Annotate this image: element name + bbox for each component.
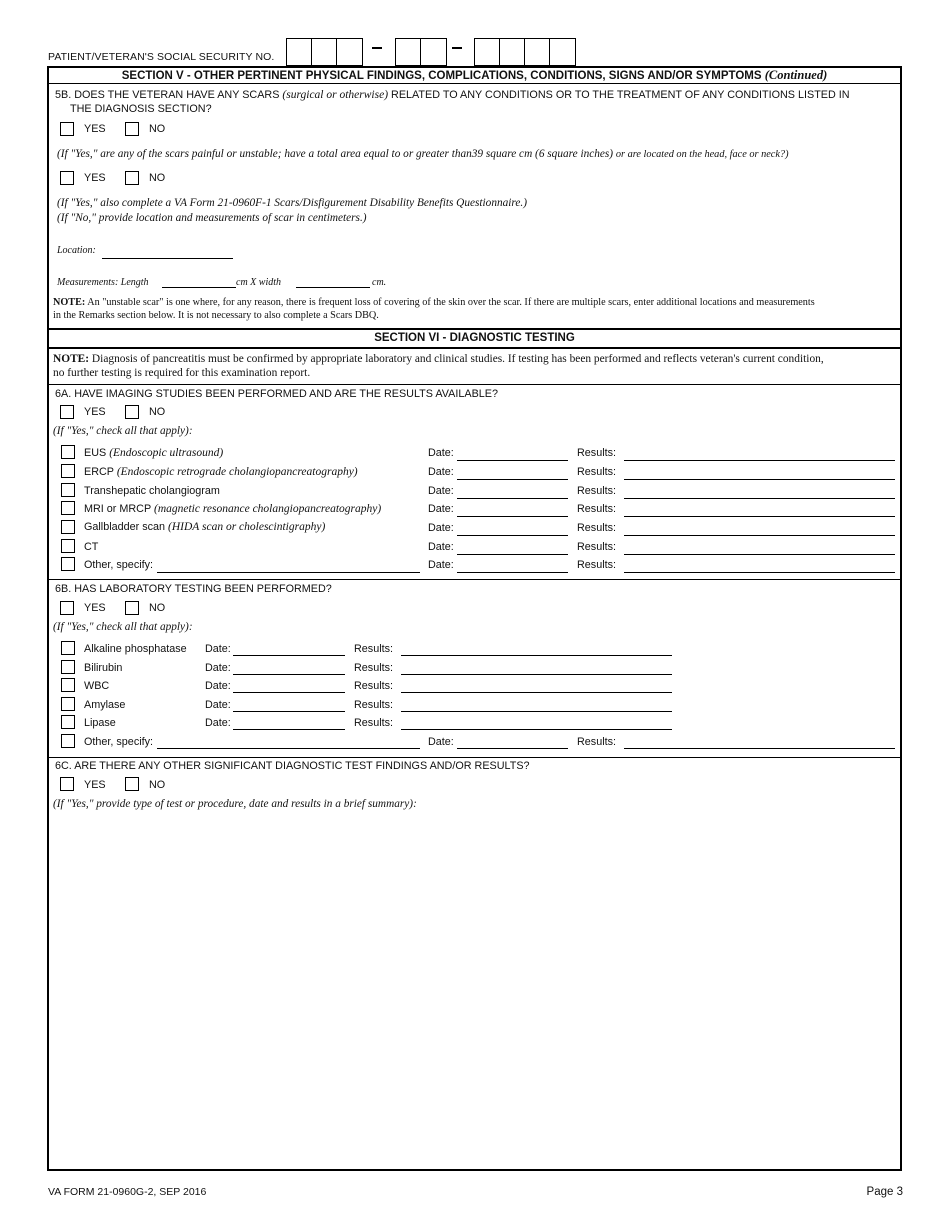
date-label: Date: [205, 662, 231, 674]
imaging-other-specify-input[interactable] [157, 572, 420, 573]
ercp-checkbox[interactable] [61, 464, 75, 478]
ct-checkbox[interactable] [61, 539, 75, 553]
check-all-label: (If "Yes," check all that apply): [53, 425, 193, 437]
imaging-ercp-label: ERCP (Endoscopic retrograde cholangiopancreatography) [84, 466, 358, 478]
no-label: NO [149, 172, 166, 184]
results-label: Results: [354, 699, 394, 711]
ssn-digit-box[interactable] [396, 39, 421, 65]
bilirubin-results-input[interactable] [401, 674, 672, 675]
no-label: NO [149, 123, 166, 135]
bilirubin-checkbox[interactable] [61, 660, 75, 674]
no-label: NO [149, 779, 166, 791]
width-input[interactable] [296, 287, 370, 288]
date-label: Date: [205, 717, 231, 729]
results-label: Results: [577, 503, 617, 515]
imaging-gallbladder-label: Gallbladder scan (HIDA scan or cholescintigraphy) [84, 521, 326, 533]
transhepatic-checkbox[interactable] [61, 483, 75, 497]
transhepatic-results-input[interactable] [624, 498, 895, 499]
alkaline-phosphatase-date-input[interactable] [233, 655, 345, 656]
date-label: Date: [205, 699, 231, 711]
date-label: Date: [428, 559, 454, 571]
location-input[interactable] [102, 258, 233, 259]
yes-label: YES [84, 602, 106, 614]
imaging-other-checkbox[interactable] [61, 557, 75, 571]
gallbladder-results-input[interactable] [624, 535, 895, 536]
ercp-date-input[interactable] [457, 479, 568, 480]
wbc-date-input[interactable] [233, 692, 345, 693]
date-label: Date: [428, 503, 454, 515]
lab-other-specify-input[interactable] [157, 748, 420, 749]
measurements-label: Measurements: Length [57, 277, 149, 288]
length-input[interactable] [162, 287, 236, 288]
yes-label: YES [84, 779, 106, 791]
imaging-other-label: Other, specify: [84, 559, 154, 571]
location-label: Location: [57, 245, 96, 256]
imaging-transhepatic-label: Transhepatic cholangiogram [84, 485, 220, 497]
results-label: Results: [577, 466, 617, 478]
q6a-no-checkbox[interactable] [125, 405, 139, 419]
lab-other-checkbox[interactable] [61, 734, 75, 748]
form-id: VA FORM 21-0960G-2, SEP 2016 [48, 1186, 207, 1198]
alkaline-phosphatase-results-input[interactable] [401, 655, 672, 656]
ssn-field-part3[interactable] [474, 38, 576, 66]
ssn-digit-box[interactable] [337, 39, 362, 65]
eus-checkbox[interactable] [61, 445, 75, 459]
bilirubin-date-input[interactable] [233, 674, 345, 675]
date-label: Date: [205, 643, 231, 655]
lab-other-results-input[interactable] [624, 748, 895, 749]
divider [48, 328, 901, 330]
imaging-ct-label: CT [84, 541, 99, 553]
date-label: Date: [428, 522, 454, 534]
page-number: Page 3 [866, 1186, 903, 1198]
ssn-label: PATIENT/VETERAN'S SOCIAL SECURITY NO. [48, 51, 275, 63]
scar-note: NOTE: An "unstable scar" is one where, for any reason, there is frequent loss of covering of the skin over the scar. If there are multiple scars, enter additional locations and measurements in the Remarks section below. It is not necessary to also complete a Scars DBQ. [53, 297, 815, 321]
results-label: Results: [577, 447, 617, 459]
date-label: Date: [428, 736, 454, 748]
q6b-yes-checkbox[interactable] [60, 601, 74, 615]
results-label: Results: [577, 736, 617, 748]
q5b-yes-checkbox[interactable] [60, 122, 74, 136]
ssn-field-part1[interactable] [286, 38, 363, 66]
yes-label: YES [84, 123, 106, 135]
ct-results-input[interactable] [624, 554, 895, 555]
yes-label: YES [84, 172, 106, 184]
lab-wbc-label: WBC [84, 680, 110, 692]
section-6-title: SECTION VI - DIAGNOSTIC TESTING [374, 332, 575, 344]
results-label: Results: [354, 643, 394, 655]
divider [48, 579, 901, 580]
lab-bilirubin-label: Bilirubin [84, 662, 123, 674]
lab-amylase-label: Amylase [84, 699, 126, 711]
divider [48, 384, 901, 385]
eus-date-input[interactable] [457, 460, 568, 461]
lab-other-label: Other, specify: [84, 736, 154, 748]
scar-followup-3: (If "No," provide location and measurements of scar in centimeters.) [57, 212, 367, 224]
q6a-yes-checkbox[interactable] [60, 405, 74, 419]
check-all-label: (If "Yes," check all that apply): [53, 621, 193, 633]
ssn-dash [452, 47, 462, 49]
mri-date-input[interactable] [457, 516, 568, 517]
ssn-digit-box[interactable] [287, 39, 312, 65]
imaging-other-date-input[interactable] [457, 572, 568, 573]
results-label: Results: [354, 680, 394, 692]
results-label: Results: [354, 662, 394, 674]
imaging-other-results-input[interactable] [624, 572, 895, 573]
yes-label: YES [84, 406, 106, 418]
mri-results-input[interactable] [624, 516, 895, 517]
transhepatic-date-input[interactable] [457, 498, 568, 499]
results-label: Results: [354, 717, 394, 729]
question-6c: 6C. ARE THERE ANY OTHER SIGNIFICANT DIAGNOSTIC TEST FINDINGS AND/OR RESULTS? [55, 760, 530, 772]
section-5-title: SECTION V - OTHER PERTINENT PHYSICAL FINDINGS, COMPLICATIONS, CONDITIONS, SIGNS AND/OR SYMPTOMS (Continued) [121, 68, 828, 82]
amylase-results-input[interactable] [401, 711, 672, 712]
date-label: Date: [428, 466, 454, 478]
ssn-digit-box[interactable] [421, 39, 446, 65]
eus-results-input[interactable] [624, 460, 895, 461]
q5b-no-checkbox[interactable] [125, 122, 139, 136]
results-label: Results: [577, 541, 617, 553]
ssn-dash [372, 47, 382, 49]
mri-checkbox[interactable] [61, 501, 75, 515]
results-label: Results: [577, 559, 617, 571]
wbc-results-input[interactable] [401, 692, 672, 693]
imaging-eus-label: EUS (Endoscopic ultrasound) [84, 447, 224, 459]
no-label: NO [149, 406, 166, 418]
results-label: Results: [577, 522, 617, 534]
q6b-no-checkbox[interactable] [125, 601, 139, 615]
cm-label: cm. [372, 277, 387, 288]
ssn-digit-box[interactable] [475, 39, 500, 65]
imaging-mri-label: MRI or MRCP (magnetic resonance cholangiopancreatography) [84, 503, 382, 515]
no-label: NO [149, 602, 166, 614]
date-label: Date: [428, 541, 454, 553]
ct-date-input[interactable] [457, 554, 568, 555]
ssn-digit-box[interactable] [500, 39, 525, 65]
q6c-summary-textarea[interactable] [52, 815, 897, 1167]
ssn-digit-box[interactable] [550, 39, 575, 65]
ercp-results-input[interactable] [624, 479, 895, 480]
amylase-date-input[interactable] [233, 711, 345, 712]
date-label: Date: [428, 447, 454, 459]
lab-alkaline-phosphatase-label: Alkaline phosphatase [84, 643, 187, 655]
ssn-digit-box[interactable] [525, 39, 550, 65]
divider [48, 757, 901, 758]
cm-x-width-label: cm X width [236, 277, 281, 288]
q6c-no-checkbox[interactable] [125, 777, 139, 791]
q6c-followup-label: (If "Yes," provide type of test or procedure, date and results in a brief summary): [53, 798, 417, 810]
lipase-date-input[interactable] [233, 729, 345, 730]
scar-painful-no-checkbox[interactable] [125, 171, 139, 185]
gallbladder-checkbox[interactable] [61, 520, 75, 534]
question-5b-line2: THE DIAGNOSIS SECTION? [70, 103, 212, 115]
ssn-digit-box[interactable] [312, 39, 337, 65]
question-5b: 5B. DOES THE VETERAN HAVE ANY SCARS (surgical or otherwise) RELATED TO ANY CONDITIONS OR TO THE TREATMENT OF ANY CONDITIONS LISTED IN [55, 89, 850, 101]
scar-followup-2: (If "Yes," also complete a VA Form 21-0960F-1 Scars/Disfigurement Disability Benefits Questionnaire.) [57, 197, 527, 209]
gallbladder-date-input[interactable] [457, 535, 568, 536]
ssn-field-part2[interactable] [395, 38, 447, 66]
wbc-checkbox[interactable] [61, 678, 75, 692]
results-label: Results: [577, 485, 617, 497]
date-label: Date: [205, 680, 231, 692]
question-6a: 6A. HAVE IMAGING STUDIES BEEN PERFORMED AND ARE THE RESULTS AVAILABLE? [55, 388, 498, 400]
lipase-checkbox[interactable] [61, 715, 75, 729]
lab-lipase-label: Lipase [84, 717, 116, 729]
divider [48, 347, 901, 349]
alkaline-phosphatase-checkbox[interactable] [61, 641, 75, 655]
lipase-results-input[interactable] [401, 729, 672, 730]
date-label: Date: [428, 485, 454, 497]
question-6b: 6B. HAS LABORATORY TESTING BEEN PERFORMED? [55, 583, 332, 595]
scar-painful-yes-checkbox[interactable] [60, 171, 74, 185]
lab-other-date-input[interactable] [457, 748, 568, 749]
divider [48, 83, 901, 84]
scar-followup-1: (If "Yes," are any of the scars painful or unstable; have a total area equal to or greater than39 square cm (6 square inches) or are located on the head, face or neck?) [57, 148, 789, 160]
amylase-checkbox[interactable] [61, 697, 75, 711]
pancreatitis-note: NOTE: Diagnosis of pancreatitis must be confirmed by appropriate laboratory and clinical studies. If testing has been performed and reflects veteran's current condition, no further testing is required for this examination report. [53, 353, 824, 379]
q6c-yes-checkbox[interactable] [60, 777, 74, 791]
